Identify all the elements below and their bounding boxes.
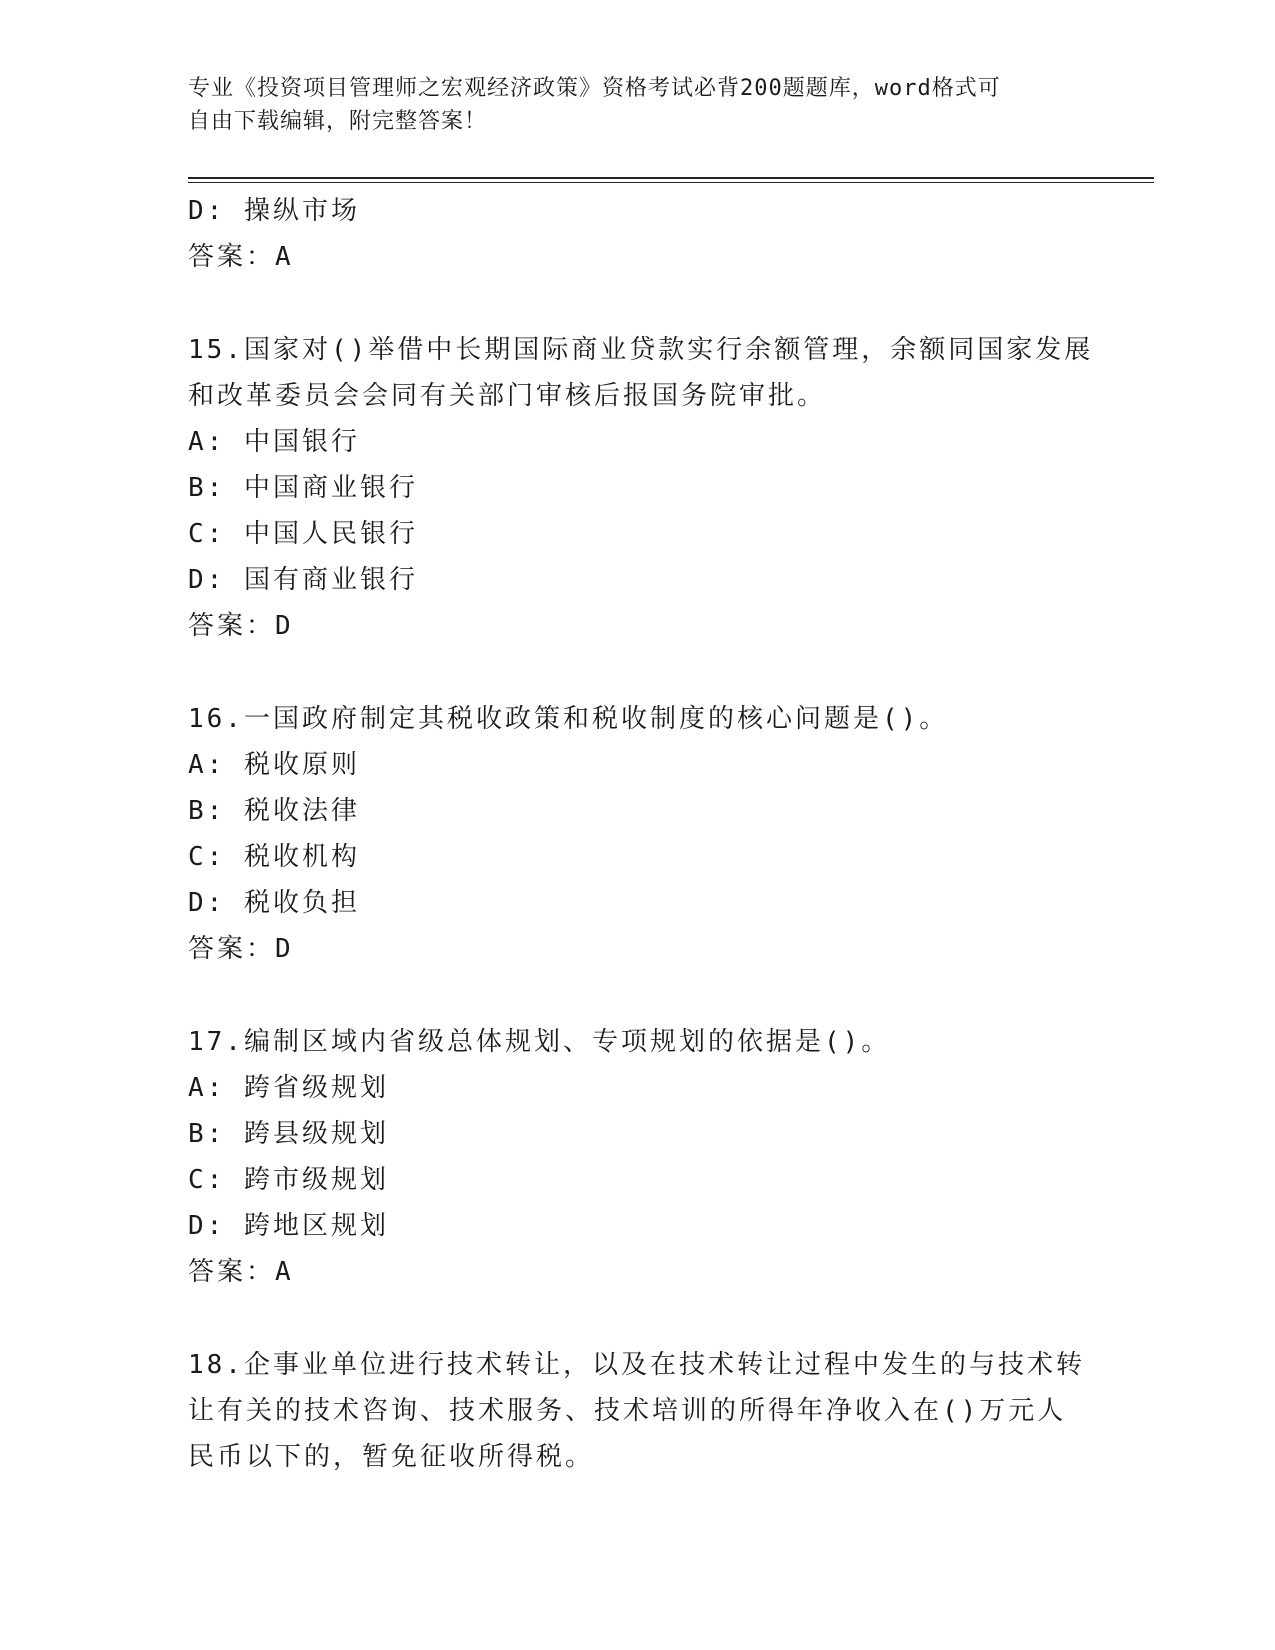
header-line-1: 专业《投资项目管理师之宏观经济政策》资格考试必背200题题库，word格式可: [188, 76, 1001, 101]
question-stem-line: 民币以下的，暂免征收所得税。: [188, 1442, 595, 1472]
option-c: C: 税收机构: [188, 842, 360, 872]
question-stem-line: 16.一国政府制定其税收政策和税收制度的核心问题是()。: [188, 704, 949, 734]
question-stem-line: 18.企事业单位进行技术转让，以及在技术转让过程中发生的与技术转: [188, 1350, 1085, 1380]
document-header: [188, 72, 1088, 138]
spacer: [188, 280, 1088, 327]
answer: 答案：A: [188, 1257, 294, 1287]
question-18: [188, 1342, 1088, 1480]
option-b: B: 税收法律: [188, 796, 360, 826]
option-d: D: 操纵市场: [188, 196, 360, 226]
question-stem-line: 17.编制区域内省级总体规划、专项规划的依据是()。: [188, 1027, 891, 1057]
header-divider-thick: [188, 177, 1154, 179]
answer: 答案：A: [188, 242, 294, 272]
spacer: [188, 649, 1088, 696]
option-b: B: 跨县级规划: [188, 1119, 389, 1149]
option-c: C: 中国人民银行: [188, 519, 418, 549]
spacer: [188, 1295, 1088, 1342]
question-stem-line: 让有关的技术咨询、技术服务、技术培训的所得年净收入在()万元人: [188, 1396, 1067, 1426]
option-d: D: 国有商业银行: [188, 565, 418, 595]
header-line-2: 自由下载编辑，附完整答案！: [188, 109, 488, 134]
option-b: B: 中国商业银行: [188, 473, 418, 503]
document-body: [188, 188, 1094, 1480]
option-a: A: 中国银行: [188, 427, 360, 457]
option-d: D: 税收负担: [188, 888, 360, 918]
option-c: C: 跨市级规划: [188, 1165, 389, 1195]
question-15: [188, 327, 1094, 649]
option-a: A: 税收原则: [188, 750, 360, 780]
answer: 答案：D: [188, 611, 294, 641]
question-16: [188, 696, 1088, 972]
question-stem-line: 15.国家对()举借中长期国际商业贷款实行余额管理，余额同国家发展: [188, 335, 1094, 365]
option-a: A: 跨省级规划: [188, 1073, 389, 1103]
answer: 答案：D: [188, 934, 294, 964]
question-stem-line: 和改革委员会会同有关部门审核后报国务院审批。: [188, 381, 827, 411]
spacer: [188, 972, 1088, 1019]
question-17: [188, 1019, 1088, 1295]
header-divider-thin: [188, 182, 1154, 183]
option-d: D: 跨地区规划: [188, 1211, 389, 1241]
